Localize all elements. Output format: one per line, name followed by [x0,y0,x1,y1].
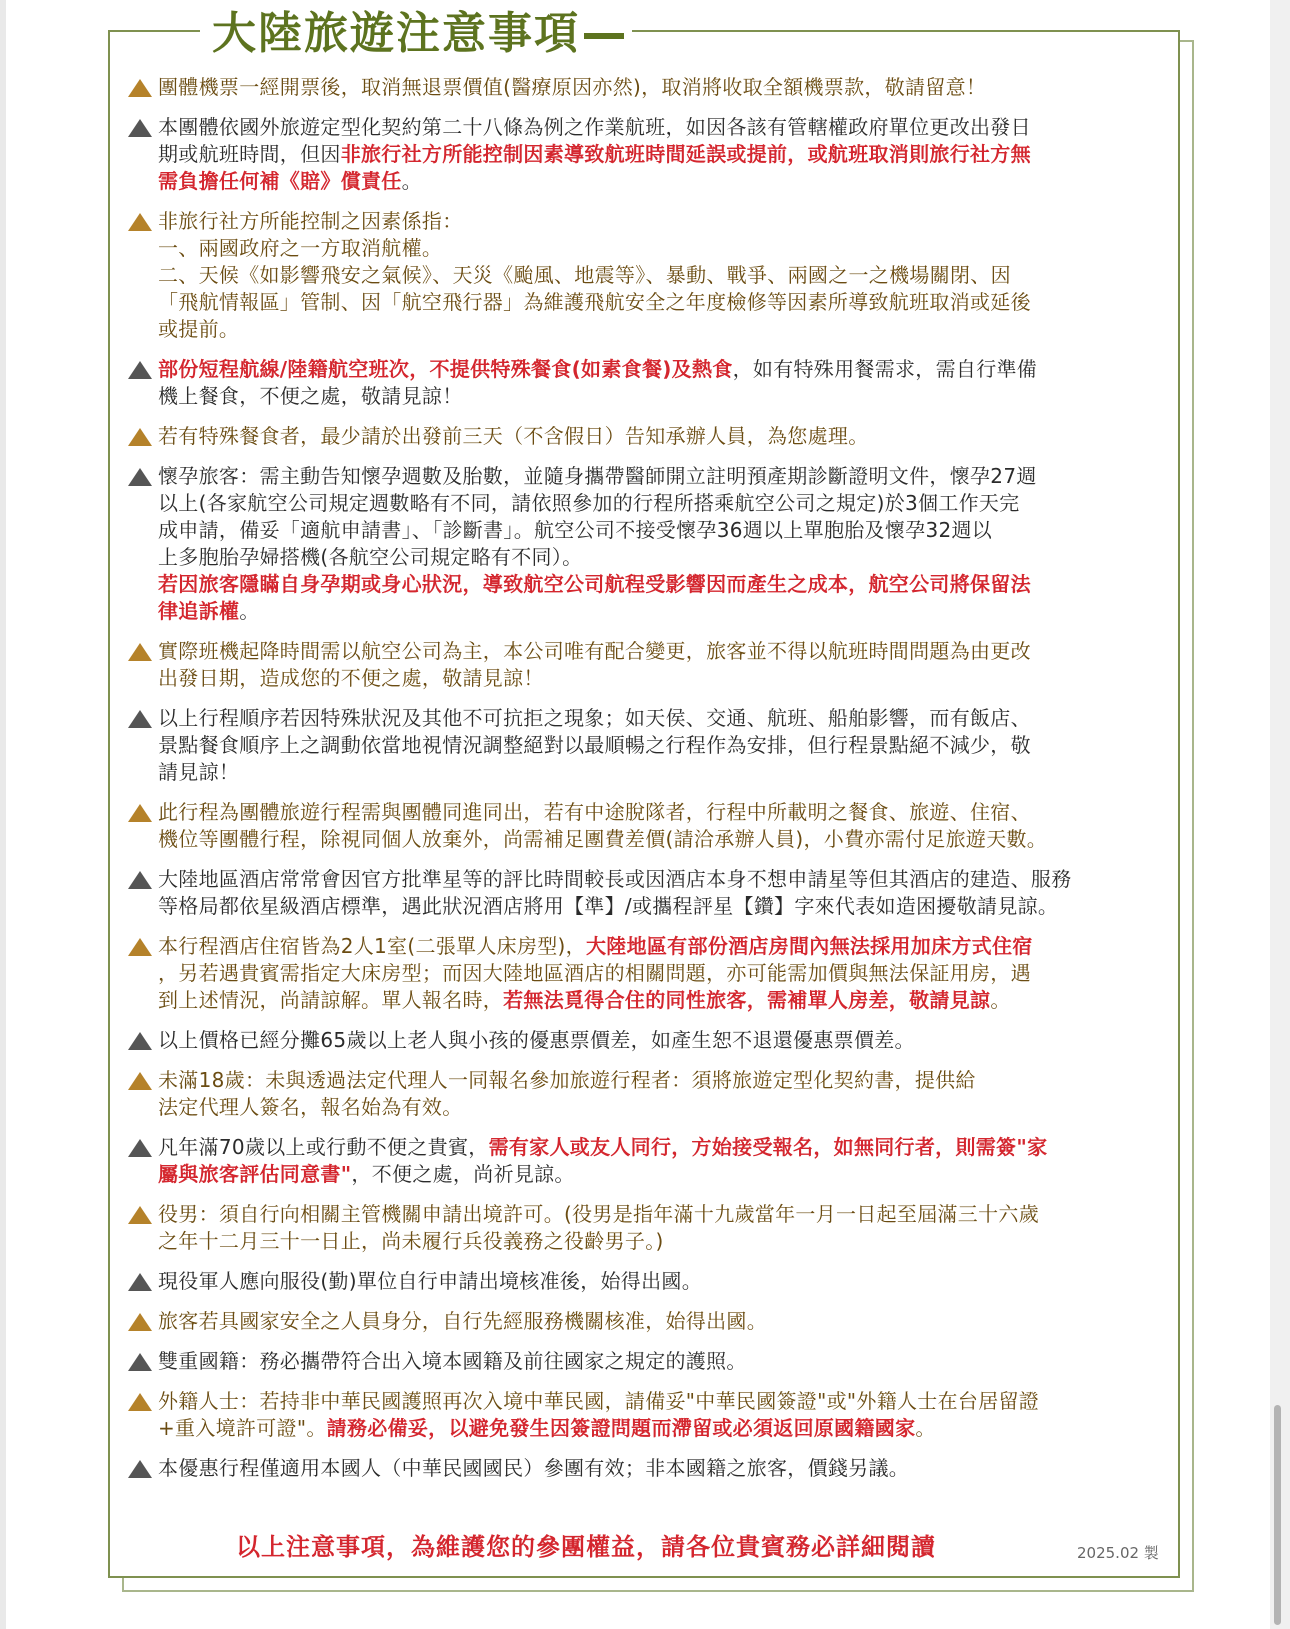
triangle-bullet-icon [128,428,152,446]
notice-line [158,168,1162,195]
notice-line [158,1134,1162,1161]
notice-list [128,74,1162,1495]
notice-line [158,866,1162,893]
notice-text [158,356,1162,410]
notice-item [128,1268,1162,1295]
triangle-bullet-icon [128,804,152,822]
notice-segment: 。 [401,169,422,193]
page-edge-left [0,0,6,1629]
triangle-bullet-icon [128,1206,152,1224]
notice-text [158,1027,1162,1054]
notice-line [158,544,1162,571]
notice-line [158,262,1162,289]
notice-line [158,960,1162,987]
notice-line [158,571,1162,598]
notice-segment: 二、天候《如影響飛安之氣候》、天災《颱風、地震等》、暴動、戰爭、兩國之一之機場關閉、因 [158,263,1011,287]
notice-line [158,383,1162,410]
notice-segment: 本優惠行程僅適用本國人（中華民國國民）參團有效；非本國籍之旅客，價錢另議。 [158,1456,910,1480]
notice-item [128,463,1162,625]
notice-line [158,705,1162,732]
notice-line [158,141,1162,168]
notice-segment: 以上(各家航空公司規定週數略有不同，請依照參加的行程所搭乘航空公司之規定)於3個工作天完 [158,491,1020,515]
notice-segment: 景點餐食順序上之調動依當地視情況調整絕對以最順暢之行程作為安排，但行程景點絕不減少，敬 [158,733,1031,757]
notice-segment: 。 [239,599,260,623]
notice-segment: ，不便之處，尚祈見諒。 [351,1162,575,1186]
notice-line [158,114,1162,141]
triangle-bullet-icon [128,1072,152,1090]
notice-segment: 本行程酒店住宿皆為2人1室(二張單人床房型)， [158,934,586,958]
notice-text [158,208,1162,343]
notice-segment: 成申請，備妥「適航申請書」、「診斷書」。航空公司不接受懷孕36週以上單胞胎及懷孕32週以 [158,518,993,542]
notice-item [128,208,1162,343]
notice-text [158,463,1162,625]
emphasis-text: 需負擔任何補《賠》償責任 [158,169,402,193]
notice-line [158,1308,1162,1335]
notice-item [128,638,1162,692]
emphasis-text: 請務必備妥，以避免發生因簽證問題而滯留或必須返回原國籍國家 [326,1416,916,1440]
notice-text [158,866,1162,920]
notice-line [158,1348,1162,1375]
notice-segment: 雙重國籍：務必攜帶符合出入境本國籍及前往國家之規定的護照。 [158,1349,747,1373]
notice-segment: 本團體依國外旅遊定型化契約第二十八條為例之作業航班，如因各該有管轄權政府單位更改出發日 [158,115,1031,139]
scrollbar-thumb[interactable] [1274,1405,1281,1625]
notice-line [158,732,1162,759]
emphasis-text: 若因旅客隱瞞自身孕期或身心狀況，導致航空公司航程受影響因而產生之成本，航空公司將保留法 [158,572,1031,596]
notice-segment: 請見諒！ [158,760,240,784]
title-dash [584,33,624,39]
notice-text [158,1348,1162,1375]
page-title [200,6,632,62]
notice-line [158,1455,1162,1482]
notice-segment: 法定代理人簽名，報名始為有效。 [158,1095,463,1119]
notice-line [158,1388,1162,1415]
notice-segment: 外籍人士：若持非中華民國護照再次入境中華民國，請備妥"中華民國簽證"或"外籍人士在台居留證 [158,1389,1040,1413]
notice-item [128,1134,1162,1188]
notice-segment: 役男：須自行向相關主管機關申請出境許可。(役男是指年滿十九歲當年一月一日起至屆滿三十六歲 [158,1202,1040,1226]
notice-line [158,1201,1162,1228]
notice-item [128,1308,1162,1335]
notice-text [158,705,1162,786]
triangle-bullet-icon [128,1460,152,1478]
triangle-bullet-icon [128,871,152,889]
notice-line [158,1268,1162,1295]
notice-text [158,933,1162,1014]
date-stamp: 2025.02 製 [1077,1544,1159,1562]
notice-line [158,933,1162,960]
notice-segment: 之年十二月三十一日止，尚未履行兵役義務之役齡男子。) [158,1229,664,1253]
notice-segment: 以上價格已經分攤65歲以上老人與小孩的優惠票價差，如產生恕不退還優惠票價差。 [158,1028,915,1052]
notice-line [158,235,1162,262]
notice-line [158,356,1162,383]
notice-line [158,638,1162,665]
emphasis-text: 律追訴權 [158,599,240,623]
emphasis-text: 屬與旅客評估同意書" [158,1162,352,1186]
notice-line [158,1067,1162,1094]
notice-line [158,1094,1162,1121]
triangle-bullet-icon [128,1353,152,1371]
emphasis-text: 需有家人或友人同行，方始接受報名，如無同行者，則需簽"家 [488,1135,1048,1159]
notice-segment: 或提前。 [158,317,240,341]
notice-line [158,316,1162,343]
triangle-bullet-icon [128,710,152,728]
triangle-bullet-icon [128,1273,152,1291]
notice-line [158,208,1162,235]
notice-segment: ，另若遇貴賓需指定大床房型；而因大陸地區酒店的相關問題，亦可能需加價與無法保証用房，遇 [158,961,1031,985]
notice-item [128,799,1162,853]
notice-line [158,517,1162,544]
notice-segment: 到上述情況，尚請諒解。單人報名時， [158,988,504,1012]
notice-segment: 。 [915,1416,936,1440]
notice-segment: 以上行程順序若因特殊狀況及其他不可抗拒之現象；如天侯、交通、航班、船舶影響，而有飯店、 [158,706,1031,730]
notice-text [158,799,1162,853]
notice-segment: 「飛航情報區」管制、因「航空飛行器」為維護飛航安全之年度檢修等因素所導致航班取消或延後 [158,290,1031,314]
notice-item [128,1067,1162,1121]
notice-text [158,1067,1162,1121]
notice-line [158,987,1162,1014]
notice-text [158,423,1162,450]
triangle-bullet-icon [128,1032,152,1050]
notice-item [128,423,1162,450]
notice-segment: 期或航班時間，但因 [158,142,341,166]
notice-line [158,74,1162,101]
notice-segment: 未滿18歲：未與透過法定代理人一同報名參加旅遊行程者：須將旅遊定型化契約書，提供給 [158,1068,976,1092]
notice-segment: 一、兩國政府之一方取消航權。 [158,236,443,260]
triangle-bullet-icon [128,938,152,956]
triangle-bullet-icon [128,119,152,137]
notice-segment: 凡年滿70歲以上或行動不便之貴賓， [158,1135,489,1159]
triangle-bullet-icon [128,361,152,379]
notice-segment: 非旅行社方所能控制之因素係指： [158,209,463,233]
notice-segment: 旅客若具國家安全之人員身分，自行先經服務機關核准，始得出國。 [158,1309,767,1333]
notice-text [158,74,1162,101]
notice-line [158,665,1162,692]
notice-segment: 此行程為團體旅遊行程需與團體同進同出，若有中途脫隊者，行程中所載明之餐食、旅遊、住宿、 [158,800,1031,824]
emphasis-text: 若無法覓得合住的同性旅客，需補單人房差，敬請見諒 [503,988,991,1012]
notice-segment: 實際班機起降時間需以航空公司為主，本公司唯有配合變更，旅客並不得以航班時間問題為由更改 [158,639,1031,663]
notice-item [128,1388,1162,1442]
notice-line [158,799,1162,826]
triangle-bullet-icon [128,643,152,661]
notice-segment: 出發日期，造成您的不便之處，敬請見諒！ [158,666,544,690]
notice-line [158,463,1162,490]
notice-line [158,893,1162,920]
notice-item [128,933,1162,1014]
notice-item [128,1201,1162,1255]
notice-text [158,1455,1162,1482]
notice-line [158,490,1162,517]
notice-segment: 懷孕旅客：需主動告知懷孕週數及胎數，並隨身攜帶醫師開立註明預產期診斷證明文件，懷孕27週 [158,464,1037,488]
notice-segment: 大陸地區酒店常常會因官方批準星等的評比時間較長或因酒店本身不想申請星等但其酒店的建造、服務 [158,867,1072,891]
notice-line [158,423,1162,450]
notice-line [158,1415,1162,1442]
notice-segment: 團體機票一經開票後，取消無退票價值(醫療原因亦然)，取消將收取全額機票款，敬請留意！ [158,75,987,99]
notice-text [158,114,1162,195]
notice-segment: 現役軍人應向服役(勤)單位自行申請出境核准後，始得出國。 [158,1269,703,1293]
notice-line [158,1161,1162,1188]
notice-text [158,1201,1162,1255]
emphasis-text: 大陸地區有部份酒店房間內無法採用加床方式住宿 [585,934,1033,958]
scrollbar-track[interactable] [1270,0,1290,1629]
notice-item [128,1027,1162,1054]
notice-text [158,1134,1162,1188]
notice-segment: 機位等團體行程，除視同個人放棄外，尚需補足團費差價(請洽承辦人員)，小費亦需付足旅遊天數。 [158,827,1048,851]
triangle-bullet-icon [128,1313,152,1331]
notice-text [158,638,1162,692]
emphasis-text: 非旅行社方所能控制因素導致航班時間延誤或提前，或航班取消則旅行社方無 [340,142,1031,166]
footer-notice: 以上注意事項，為維護您的參團權益，請各位貴賓務必詳細閱讀 [236,1533,936,1561]
notice-line [158,289,1162,316]
notice-line [158,598,1162,625]
notice-segment: ，如有特殊用餐需求，需自行準備 [732,357,1038,381]
triangle-bullet-icon [128,1393,152,1411]
notice-line [158,759,1162,786]
notice-segment: +重入境許可證"。 [158,1416,327,1440]
notice-text [158,1308,1162,1335]
triangle-bullet-icon [128,468,152,486]
notice-segment: 等格局都依星級酒店標準，遇此狀況酒店將用【準】/或攜程評星【鑽】字來代表如造困擾敬請見諒。 [158,894,1059,918]
notice-segment: 。 [990,988,1011,1012]
notice-line [158,1228,1162,1255]
notice-segment: 機上餐食，不便之處，敬請見諒！ [158,384,463,408]
page-title-text: 大陸旅遊注意事項 [212,8,580,59]
notice-text [158,1268,1162,1295]
notice-text [158,1388,1162,1442]
triangle-bullet-icon [128,79,152,97]
notice-line [158,1027,1162,1054]
triangle-bullet-icon [128,213,152,231]
notice-segment: 上多胞胎孕婦搭機(各航空公司規定略有不同）。 [158,545,583,569]
notice-item [128,1348,1162,1375]
notice-item [128,866,1162,920]
notice-item [128,114,1162,195]
notice-item [128,705,1162,786]
notice-segment: 若有特殊餐食者，最少請於出發前三天（不含假日）告知承辦人員，為您處理。 [158,424,869,448]
notice-item [128,356,1162,410]
notice-item [128,74,1162,101]
notice-line [158,826,1162,853]
notice-item [128,1455,1162,1482]
triangle-bullet-icon [128,1139,152,1157]
emphasis-text: 部份短程航線/陸籍航空班次，不提供特殊餐食(如素食餐)及熱食 [158,357,733,381]
